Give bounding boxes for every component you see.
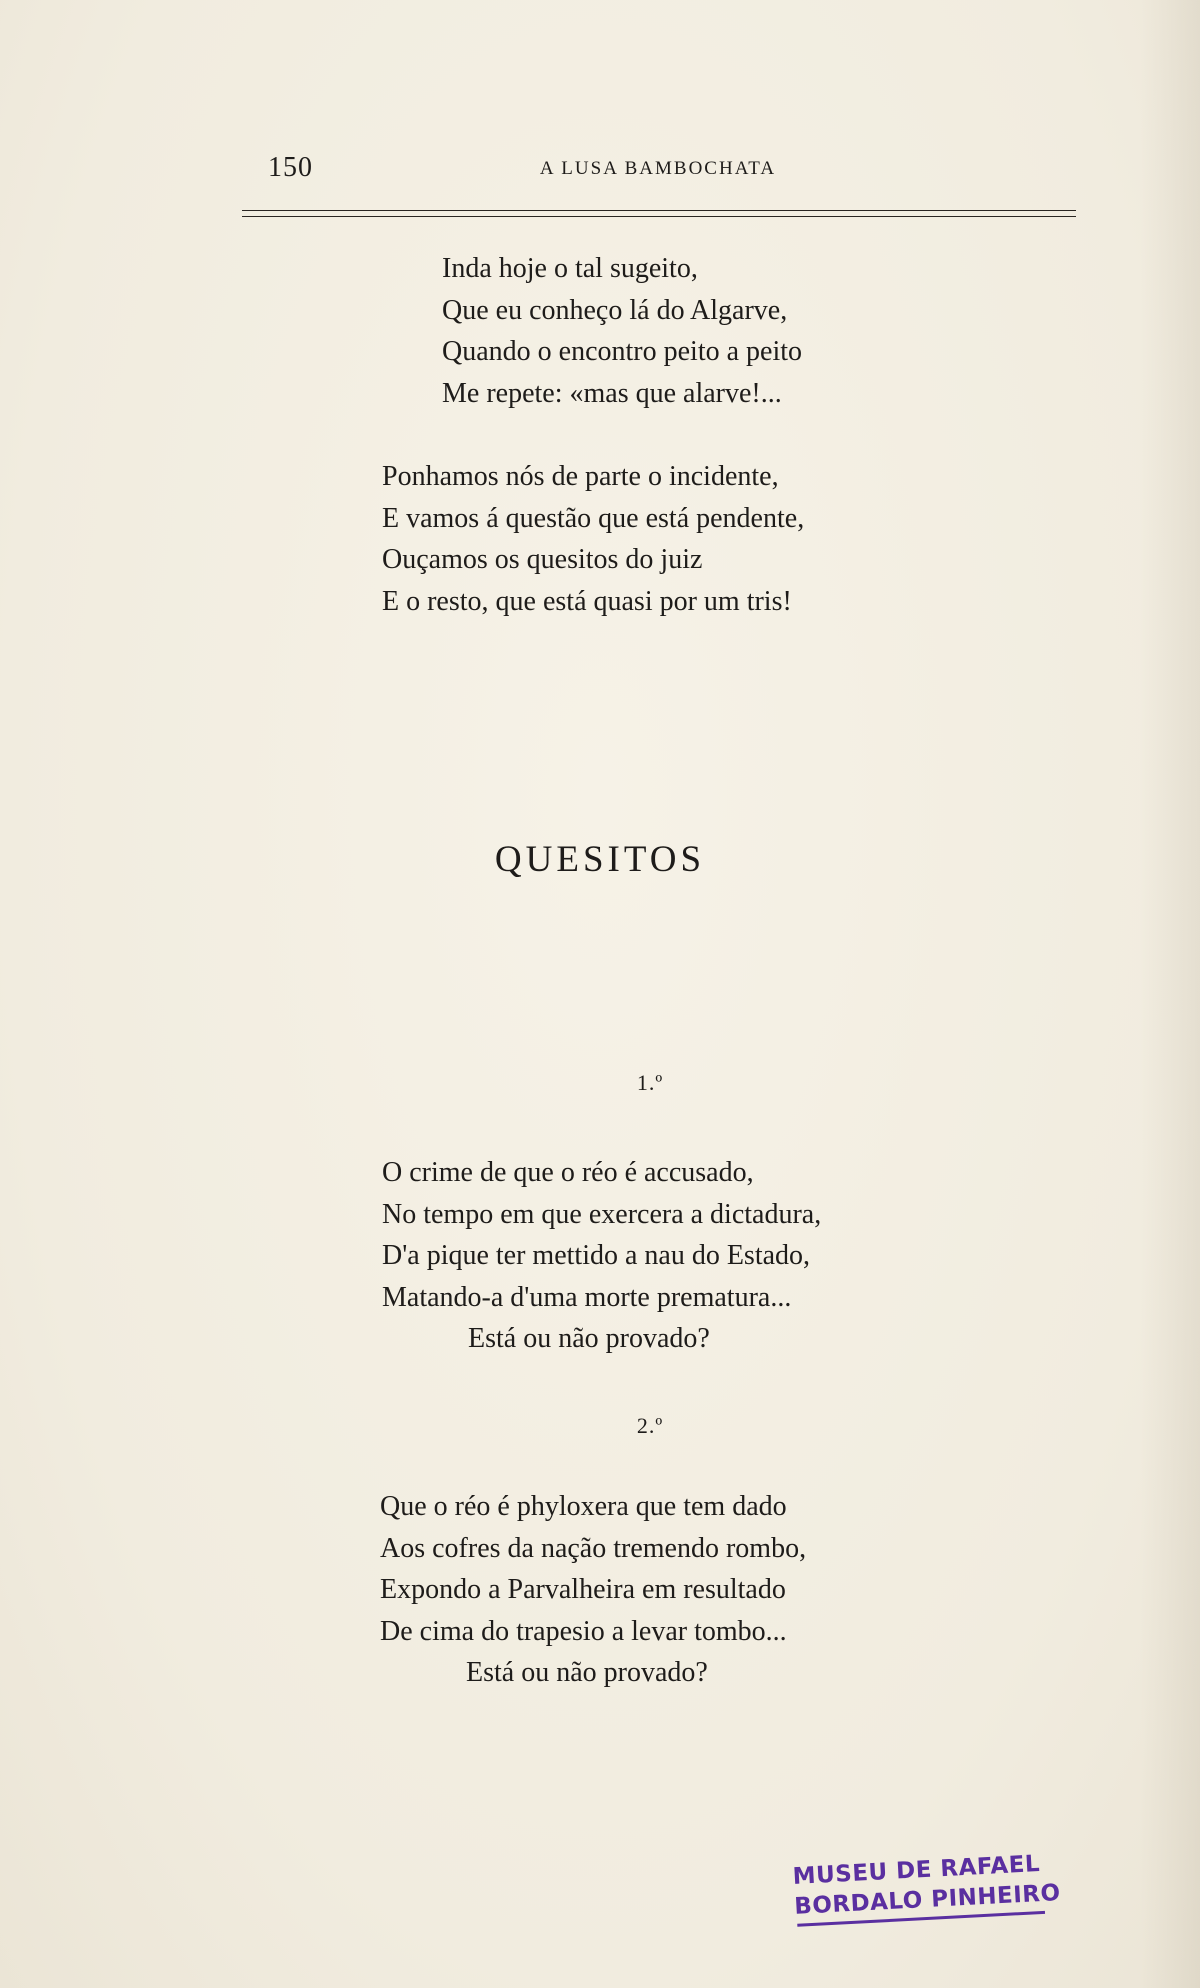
- refrain-line: Está ou não provado?: [466, 1657, 708, 1688]
- museum-stamp: [792, 1848, 1062, 1932]
- verse-line: No tempo em que exercera a dictadura,: [382, 1198, 822, 1230]
- stamp-line-2: BORDALO PINHEIRO: [793, 1880, 1062, 1920]
- quesito-1-number: 1.º: [636, 1070, 664, 1095]
- verse-line: Aos cofres da nação tremendo rombo,: [380, 1532, 807, 1564]
- verse-line: O crime de que o réo é accusado,: [382, 1157, 754, 1188]
- stamp-line-1: MUSEU DE RAFAEL: [792, 1851, 1041, 1890]
- verse-line: Me repete: «mas que alarve!...: [442, 377, 782, 409]
- header-rule-secondary: [242, 216, 1076, 217]
- quesito-2-number: 2.º: [636, 1413, 664, 1438]
- verse-line: E o resto, que está quasi por um tris!: [382, 585, 792, 617]
- verse-line: Expondo a Parvalheira em resultado: [380, 1574, 786, 1605]
- page-number: 150: [268, 152, 313, 183]
- verse-line: Que o réo é phyloxera que tem dado: [380, 1491, 787, 1522]
- verse-line: Quando o encontro peito a peito: [442, 336, 803, 367]
- running-title: A LUSA BAMBOCHATA: [539, 158, 777, 179]
- verse-line: Que eu conheço lá do Algarve,: [442, 294, 788, 326]
- running-head: [240, 150, 1076, 190]
- page-edge-shadow: [1140, 0, 1200, 1988]
- verse-line: De cima do trapesio a levar tombo...: [380, 1615, 787, 1647]
- quesito-1: [382, 1152, 821, 1360]
- stanza-1: [442, 248, 802, 414]
- header-rule: [242, 210, 1076, 211]
- refrain-line: Está ou não provado?: [468, 1323, 710, 1354]
- section-title: QUESITOS: [494, 839, 706, 880]
- stanza-2: [382, 456, 804, 622]
- verse-line: Matando-a d'uma morte prematura...: [382, 1281, 792, 1313]
- verse-line: Ponhamos nós de parte o incidente,: [382, 461, 779, 492]
- quesito-2: [380, 1486, 806, 1694]
- verse-line: D'a pique ter mettido a nau do Estado,: [382, 1240, 811, 1271]
- verse-line: Inda hoje o tal sugeito,: [442, 253, 698, 284]
- verse-line: E vamos á questão que está pendente,: [382, 502, 805, 534]
- verse-line: Ouçamos os quesitos do juiz: [382, 544, 703, 575]
